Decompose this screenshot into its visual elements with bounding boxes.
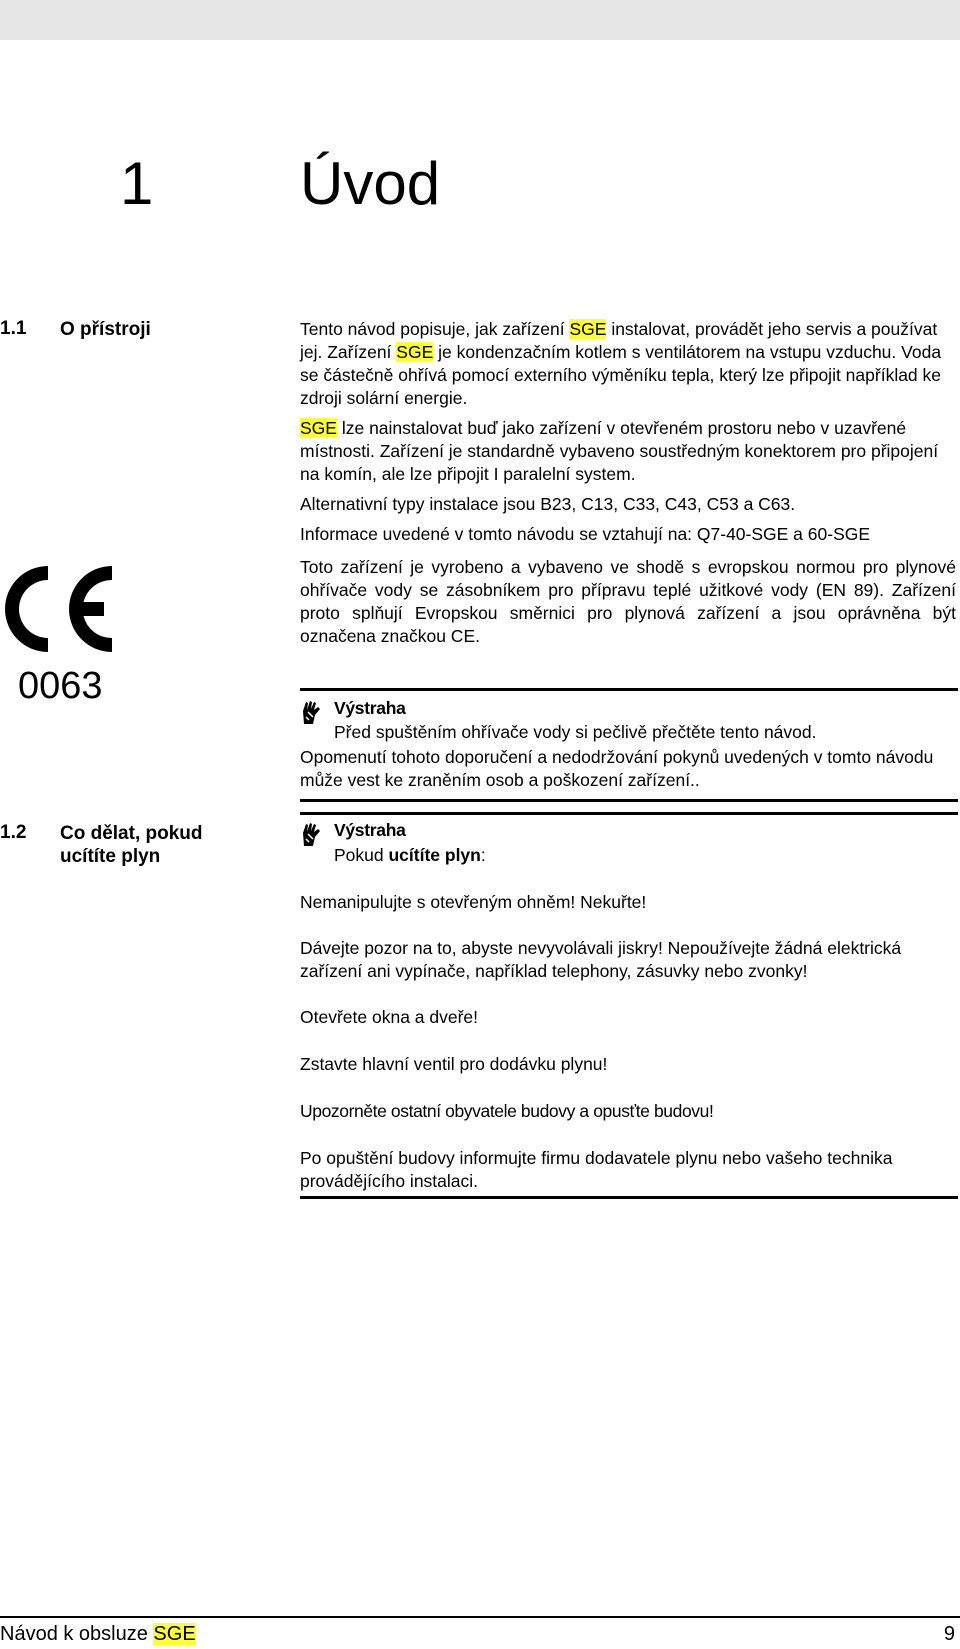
section-number: 1.1 [0, 318, 27, 339]
list-item: Zstavte hlavní ventil pro dodávku plynu! [300, 1054, 608, 1074]
page-number: 9 [943, 1623, 955, 1645]
paragraph: Informace uvedené v tomto návodu se vztahují na: Q7-40-SGE a 60-SGE [300, 524, 871, 544]
warning-text: Před spuštěním ohřívače vody si pečlivě přečtěte tento návod. [334, 722, 817, 742]
footer-title: Návod k obsluze SGE [0, 1623, 196, 1645]
ce-mark-logo [0, 560, 115, 658]
text-run: Tento návod popisuje, jak zařízení [300, 319, 570, 339]
gas-instructions-list [300, 891, 956, 1193]
warning-hand-icon [300, 698, 324, 726]
warning-title: Výstraha [334, 820, 406, 840]
warning-title: Výstraha [334, 698, 406, 718]
divider [300, 812, 958, 815]
section-title: ucítíte plyn [60, 846, 161, 867]
highlighted-text: SGE [300, 418, 337, 438]
list-item: Otevřete okna a dveře! [300, 1007, 479, 1027]
paragraph [300, 318, 956, 410]
paragraph: Toto zařízení je vyrobeno a vybaveno ve shodě s evropskou normou pro plynové ohřívače vody se zásobníkem pro přípravu teplé užitkové vody (EN 89). Zařízení proto splňují Evropskou směrnici pro plynová zařízení a jsou oprávněna být označena značkou CE. [300, 557, 956, 646]
text-run: lze nainstalovat buď jako zařízení v otevřeném prostoru nebo v uzavřené místnosti. Zařízení je standardně vybaveno soustředným konektorem pro připojení na komín, ale lze připojit I paralelní system. [300, 418, 939, 484]
warning-text: Pokud ucítíte plyn: [334, 845, 486, 865]
divider [300, 1196, 958, 1199]
paragraph [300, 417, 956, 486]
section-1-body [300, 318, 956, 655]
list-item: Dávejte pozor na to, abyste nevyvolávali jiskry! Nepoužívejte žádná elektrická zařízení ani vypínače, například telephony, zásuvky nebo zvonky! [300, 938, 902, 981]
list-item: Upozorněte ostatní obyvatele budovy a opusťte budovu! [300, 1101, 714, 1121]
highlighted-text: SGE [569, 319, 607, 339]
top-gray-band [0, 0, 960, 40]
chapter-title: Úvod [300, 150, 441, 217]
section-number: 1.2 [0, 822, 27, 843]
ce-mark-e [69, 566, 112, 652]
footer-divider [0, 1616, 960, 1618]
section-title: Co dělat, pokud [60, 823, 203, 844]
warning-text: Opomenutí tohoto doporučení a nedodržování pokynů uvedených v tomto návodu může vest ke zraněním osob a poškození zařízení.. [300, 747, 934, 790]
ce-number: 0063 [18, 665, 103, 707]
warning-hand-icon [300, 820, 324, 848]
list-item: Nemanipulujte s otevřeným ohněm! Nekuřte! [300, 892, 647, 912]
chapter-number: 1 [120, 150, 154, 217]
list-item: Po opuštění budovy informujte firmu dodavatele plynu nebo vašeho technika provádějícího instalaci. [300, 1148, 893, 1191]
ce-mark-c [5, 566, 48, 652]
text-run: instalovat, provádět jeho servis a používat jej. Zařízení [300, 319, 938, 362]
highlighted-text: SGE [396, 342, 434, 362]
paragraph: Alternativní typy instalace jsou B23, C13, C33, C43, C53 a C63. [300, 494, 796, 514]
section-title: O přístroji [60, 319, 151, 340]
divider [300, 799, 958, 802]
text-run: je kondenzačním kotlem s ventilátorem na vstupu vzduchu. Voda se částečně ohřívá pomocí externího výměníku tepla, který lze připojit například ke zdroji solární energie. [300, 342, 942, 408]
divider [300, 688, 958, 691]
